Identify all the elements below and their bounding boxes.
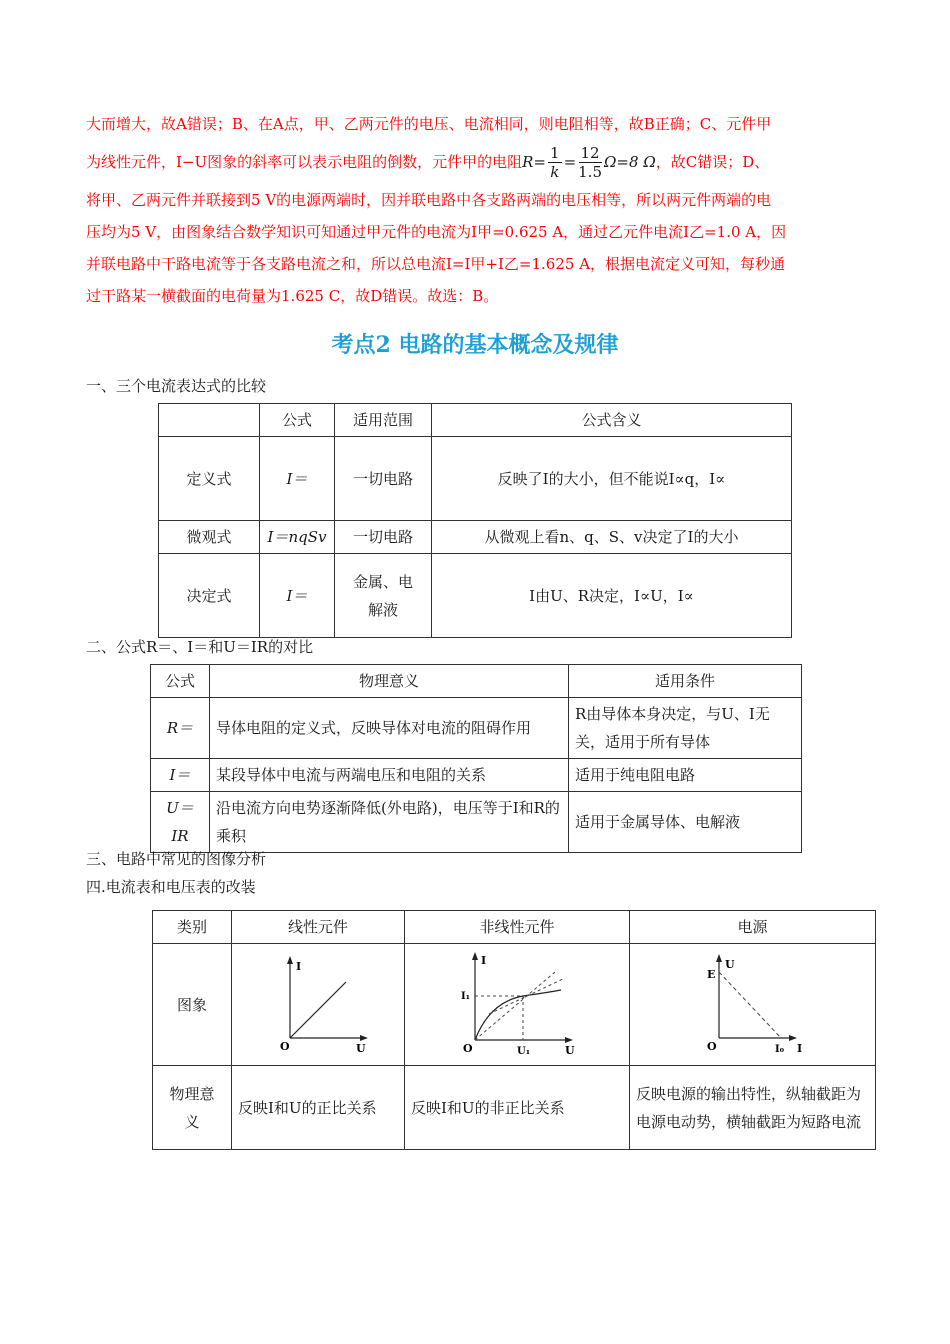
table-row — [159, 521, 792, 554]
table3-header-linear: 线性元件 — [232, 911, 405, 944]
table3-cell: 反映电源的输出特性，纵轴截距为电源电动势，横轴截距为短路电流 — [630, 1066, 876, 1150]
fraction-1 — [548, 144, 562, 181]
formula-tail: Ω=8 Ω — [604, 153, 656, 171]
fraction-1-numerator: 1 — [550, 143, 560, 162]
source-i0-label: I₀ — [774, 1044, 784, 1055]
linear-graph — [232, 944, 404, 1056]
heading-3: 三、电路中常见的图像分析 — [86, 850, 267, 868]
table1-cell: I＝nqSv — [260, 521, 335, 554]
table1-cell: 一切电路 — [335, 521, 432, 554]
table-row — [151, 759, 802, 792]
graph-analysis-table — [152, 910, 876, 1150]
nonlinear-graph — [405, 944, 629, 1056]
table2-heading: 二、公式R＝、I＝和U＝IR的对比 — [86, 638, 314, 656]
table3-header-category: 类别 — [153, 911, 232, 944]
table1-heading: 一、三个电流表达式的比较 — [86, 377, 267, 395]
linear-x-label: U — [356, 1042, 366, 1055]
table1-cell: I＝ — [260, 554, 335, 638]
solution-text — [86, 108, 864, 312]
solution-line-5: 并联电路中干路电流等于各支路电流之和，所以总电流I=I甲+I乙=1.625 A，根据电流定义可知，每秒通 — [86, 255, 786, 273]
nonlinear-y-label: I — [481, 954, 487, 967]
linear-y-label: I — [296, 960, 302, 973]
source-y-label: U — [724, 958, 735, 971]
solution-line-6: 过干路某一横截面的电荷量为1.625 C，故D错误。故选：B。 — [86, 287, 499, 305]
table-row — [153, 1066, 876, 1150]
current-expressions-table — [158, 403, 792, 638]
table2-header-formula: 公式 — [151, 665, 210, 698]
source-graph-cell — [630, 944, 876, 1066]
section-title: 考点2 电路的基本概念及规律 — [331, 332, 619, 358]
table-row — [151, 792, 802, 853]
fraction-2-numerator: 12 — [580, 143, 600, 162]
table1-cell: 定义式 — [159, 437, 260, 521]
solution-line-2b: ，故C错误；D、 — [655, 153, 770, 171]
solution-line-4: 压均为5 V，由图象结合数学知识可知通过甲元件的电流为I甲=0.625 A，通过乙元件电流I乙=1.0 A，因 — [86, 223, 787, 241]
table1-cell: I由U、R决定，I∝U，I∝ — [432, 554, 792, 638]
fraction-1-denominator: k — [550, 162, 560, 181]
table2-cell: 沿电流方向电势逐渐降低(外电路)，电压等于I和R的乘积 — [210, 792, 569, 853]
table-row — [153, 944, 876, 1066]
table2-cell: 适用于纯电阻电路 — [569, 759, 802, 792]
nonlinear-u1-label: U₁ — [517, 1046, 531, 1056]
source-origin-label: O — [706, 1040, 717, 1053]
table1-cell: 反映了I的大小，但不能说I∝q，I∝ — [432, 437, 792, 521]
table1-header-empty — [159, 404, 260, 437]
table-row — [159, 437, 792, 521]
solution-line-1: 大而增大，故A错误；B、在A点，甲、乙两元件的电压、电流相同，则电阻相等，故B正确；C、元件甲 — [86, 115, 772, 133]
table1-cell: 微观式 — [159, 521, 260, 554]
formula-comparison-table — [150, 664, 802, 853]
solution-line-3: 将甲、乙两元件并联接到5 V的电源两端时，因并联电路中各支路两端的电压相等，所以两元件两端的电 — [86, 191, 772, 209]
source-x-label: I — [796, 1042, 802, 1055]
table2-cell: 适用于金属导体、电解液 — [569, 792, 802, 853]
nonlinear-i1-label: I₁ — [461, 991, 471, 1002]
table-row — [159, 554, 792, 638]
table1-cell: 一切电路 — [335, 437, 432, 521]
table1-cell: 金属、电解液 — [335, 554, 432, 638]
table3-header-source: 电源 — [630, 911, 876, 944]
table2-cell: 某段导体中电流与两端电压和电阻的关系 — [210, 759, 569, 792]
table1-header-scope: 适用范围 — [335, 404, 432, 437]
table1-header-formula: 公式 — [260, 404, 335, 437]
source-graph — [633, 944, 873, 1056]
fraction-2-denominator: 1.5 — [578, 162, 602, 181]
equals-sign: = — [563, 153, 577, 171]
solution-line-2a: 为线性元件，I−U图象的斜率可以表示电阻的倒数，元件甲的电阻 — [86, 153, 523, 171]
source-e-label: E — [706, 968, 715, 981]
solution-line-2 — [86, 140, 864, 184]
nonlinear-graph-cell — [405, 944, 630, 1066]
table2-header-condition: 适用条件 — [569, 665, 802, 698]
table3-cell: 反映I和U的正比关系 — [232, 1066, 405, 1150]
table1-header-meaning: 公式含义 — [432, 404, 792, 437]
table3-image-label: 图象 — [153, 944, 232, 1066]
fraction-2 — [578, 144, 602, 181]
table1-cell: 从微观上看n、q、S、v决定了I的大小 — [432, 521, 792, 554]
table3-meaning-label: 物理意义 — [153, 1066, 232, 1150]
table3-header-nonlinear: 非线性元件 — [405, 911, 630, 944]
table1-cell: I＝ — [260, 437, 335, 521]
nonlinear-origin-label: O — [463, 1042, 473, 1055]
linear-graph-cell — [232, 944, 405, 1066]
table-row — [151, 698, 802, 759]
table2-header-meaning: 物理意义 — [210, 665, 569, 698]
table3-cell: 反映I和U的非正比关系 — [405, 1066, 630, 1150]
table2-cell: R＝ — [151, 698, 210, 759]
table1-cell: 决定式 — [159, 554, 260, 638]
linear-origin-label: O — [280, 1040, 290, 1053]
table2-cell: R由导体本身决定，与U、I无关，适用于所有导体 — [569, 698, 802, 759]
table2-cell: I＝ — [151, 759, 210, 792]
table2-cell: U＝IR — [151, 792, 210, 853]
formula-r: R= — [522, 153, 547, 171]
nonlinear-x-label: U — [565, 1044, 575, 1056]
table2-cell: 导体电阻的定义式，反映导体对电流的阻碍作用 — [210, 698, 569, 759]
heading-4: 四.电流表和电压表的改装 — [86, 878, 256, 896]
